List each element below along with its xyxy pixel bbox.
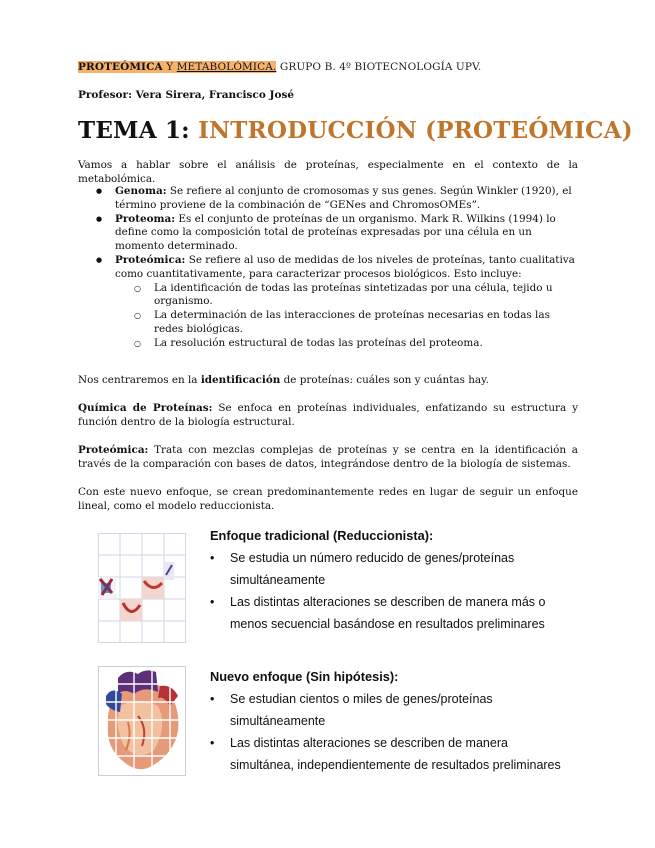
list-item-proteoma [115,213,578,254]
new-approach-text [210,666,561,776]
proteomica-sublist [115,282,578,351]
title-prefix: TEMA 1: [78,117,199,144]
sub-item: ○ La determinación de las interacciones de proteínas necesarias en todas las redes biológicas. [154,309,578,337]
focus-term: identificación [200,374,281,386]
title-accent: INTRODUCCIÓN (PROTEÓMICA) [198,117,633,144]
term-proteomica: Proteómica: [115,253,186,266]
new-bullet-2-cont: simultánea, independientemente de resultados preliminares [230,758,561,772]
focus-paragraph [78,373,578,387]
course-conjunction: Y [162,61,177,73]
traditional-bullet-1: • Se estudia un número reducido de genes/proteínas [210,547,545,569]
course-name-rest: METABOLÓMICA. [176,61,277,73]
quimica-text: Se enfoca en proteínas individuales, enfatizando su estructura y función dentro de la biología estructural. [78,402,578,428]
list-item-proteomica [115,254,578,351]
definition-list [78,185,578,351]
text-proteoma: Es el conjunto de proteínas de un organismo. Mark R. Wilkins (1994) lo define como la composición total de proteínas expresadas por una célula en un momento determinado. [115,212,556,253]
proteomica-paragraph [78,443,578,471]
sub-item: ○ La identificación de todas las proteínas sintetizadas por una célula, tejido u organismo. [154,282,578,310]
proteomica-term: Proteómica: [78,444,149,456]
page-title [78,117,633,144]
traditional-bullet-2: • Las distintas alteraciones se describen de manera más o [210,591,545,613]
focus-after: de proteínas: cuáles son y cuántas hay. [280,374,489,386]
term-proteoma: Proteoma: [115,212,176,225]
document-header [78,61,481,73]
text-genoma: Se refiere al conjunto de cromosomas y sus genes. Según Winkler (1920), el término proviene de la combinación de “GENes and ChromosOMEs”. [115,185,572,211]
course-group: GRUPO B. 4º BIOTECNOLOGÍA UPV. [276,61,482,73]
traditional-heading: Enfoque tradicional (Reduccionista): [210,528,434,543]
term-genoma: Genoma: [115,185,167,197]
list-item-genoma [115,185,578,213]
reductionist-grid-image [98,533,186,643]
figure-traditional [98,525,578,645]
traditional-text [210,525,545,635]
professor-line: Profesor: Vera Sirera, Francisco José [78,89,295,101]
heart-grid-image [98,666,186,776]
approach-paragraph: Con este nuevo enfoque, se crean predominantemente redes en lugar de seguir un enfoque lineal, como el modelo reduccionista. [78,486,578,512]
new-bullet-2: • Las distintas alteraciones se describen de manera [210,732,561,754]
sub-item: ○ La resolución estructural de todas las proteínas del proteoma. [154,337,578,351]
course-highlight [78,61,276,73]
traditional-bullet-1-cont: simultáneamente [230,573,326,587]
text-proteomica: Se refiere al uso de medidas de los niveles de proteínas, tanto cualitativa como cuantitativamente, para caracterizar procesos biológicos. Esto incluye: [115,253,575,280]
traditional-bullet-2-cont: menos secuencial basándose en resultados preliminares [230,617,545,631]
intro-paragraph: Vamos a hablar sobre el análisis de proteínas, especialmente en el contexto de la metabolómica. [78,159,578,185]
quimica-paragraph [78,401,578,429]
course-name-bold: PROTEÓMICA [78,61,163,73]
new-bullet-1: • Se estudian cientos o miles de genes/proteínas [210,688,561,710]
focus-before: Nos centraremos en la [78,374,201,386]
figure-new [98,666,578,786]
proteomica-text: Trata con mezclas complejas de proteínas y se centra en la identificación a través de la comparación con bases de datos, integrándose dentro de la biología de sistemas. [78,444,578,470]
quimica-term: Química de Proteínas: [78,402,213,414]
new-heading: Nuevo enfoque (Sin hipótesis): [210,669,399,684]
new-bullet-1-cont: simultáneamente [230,714,326,728]
